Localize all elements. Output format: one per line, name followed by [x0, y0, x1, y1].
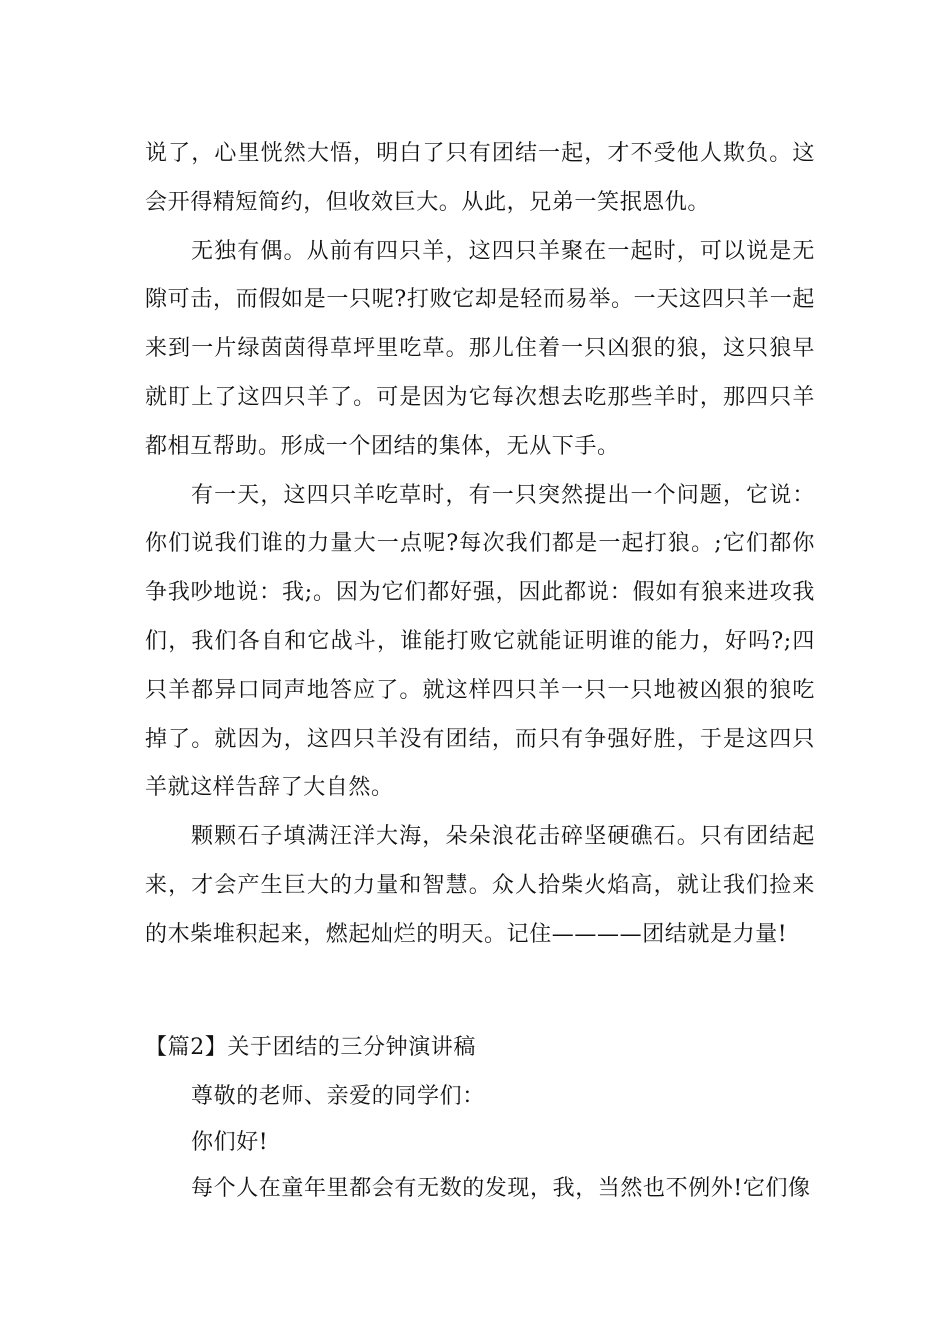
speech-opening: 每个人在童年里都会有无数的发现，我，当然也不例外!它们像 [191, 1176, 811, 1201]
speech-text [145, 1074, 815, 1212]
paragraph-four-sheep: 无独有偶。从前有四只羊，这四只羊聚在一起时，可以说是无隙可击，而假如是一只呢?打败它却是轻而易举。一天这四只羊一起来到一片绿茵茵得草坪里吃草。那儿住着一只凶狠的狼，这只狼早就盯上了这四只羊了。可是因为它每次想去吃那些羊时，那四只羊都相互帮助。形成一个团结的集体，无从下手。 [145, 238, 815, 459]
speech-greeting: 你们好! [191, 1130, 269, 1155]
paragraph-sheep-argument: 有一天，这四只羊吃草时，有一只突然提出一个问题，它说：你们说我们谁的力量大一点呢?每次我们都是一起打狼。;它们都你争我吵地说：我;。因为它们都好强，因此都说：假如有狼来进攻我们，我们各自和它战斗，谁能打败它就能证明谁的能力，好吗?;四只羊都异口同声地答应了。就这样四只羊一只一只地被凶狠的狼吃掉了。就因为，这四只羊没有团结，而只有争强好胜，于是这四只羊就这样告辞了大自然。 [145, 482, 815, 801]
paragraph-conclusion: 颗颗石子填满汪洋大海，朵朵浪花击碎坚硬礁石。只有团结起来，才会产生巨大的力量和智慧。众人拾柴火焰高，就让我们捡来的木柴堆积起来，燃起灿烂的明天。记住————团结就是力量! [145, 824, 815, 947]
paragraph-continuation: 说了，心里恍然大悟，明白了只有团结一起，才不受他人欺负。这会开得精短简约，但收效巨大。从此，兄弟一笑抿恩仇。 [145, 141, 815, 215]
section-heading: 【篇2】关于团结的三分钟演讲稿 [145, 1035, 476, 1060]
story-text [145, 130, 815, 960]
speech-salutation: 尊敬的老师、亲爱的同学们： [191, 1084, 485, 1109]
